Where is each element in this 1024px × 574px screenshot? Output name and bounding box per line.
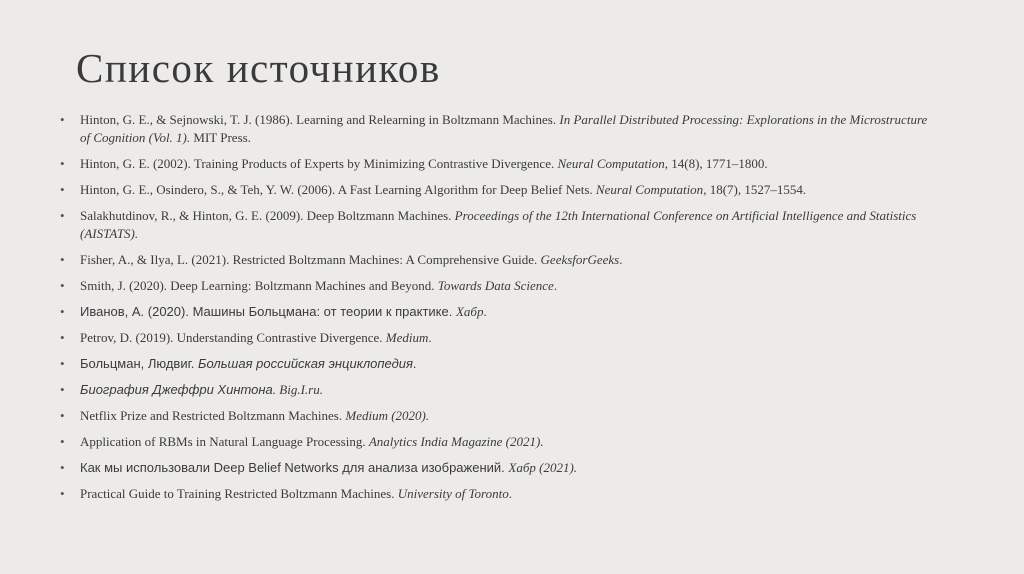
- bullet-icon: •: [60, 278, 65, 293]
- ref-plain: Hinton, G. E., & Sejnowski, T. J. (1986). Learning and Relearning in Boltzmann Machines.: [80, 112, 560, 127]
- ref-tail: .: [428, 330, 432, 345]
- list-item: [60, 155, 940, 173]
- bullet-icon: •: [60, 356, 65, 371]
- bullet-icon: •: [60, 382, 65, 397]
- list-item: [60, 251, 940, 269]
- ref-italic: Хабр: [455, 304, 484, 319]
- ref-plain: Больцман, Людвиг.: [80, 356, 198, 371]
- bullet-icon: •: [60, 156, 65, 171]
- list-item: [60, 303, 940, 321]
- bullet-icon: •: [60, 304, 65, 319]
- ref-tail: .: [483, 304, 487, 319]
- ref-italic: Proceedings of the 12th International Conference on Artificial Intelligence and Statistics (AISTATS).: [80, 208, 917, 241]
- ref-plain: Иванов, А. (2020). Машины Больцмана: от теории к практике.: [80, 304, 456, 319]
- ref-tail: .: [508, 486, 512, 501]
- ref-tail: , 14(8), 1771–1800.: [664, 156, 768, 171]
- bullet-icon: •: [60, 182, 65, 197]
- list-item: [60, 459, 940, 477]
- ref-tail: .: [413, 356, 417, 371]
- ref-italic: Большая российская энциклопедия: [197, 356, 413, 371]
- ref-italic: Хабр (2021).: [508, 460, 578, 475]
- ref-plain: Petrov, D. (2019). Understanding Contrastive Divergence.: [80, 330, 386, 345]
- ref-plain: Netflix Prize and Restricted Boltzmann Machines.: [80, 408, 346, 423]
- bullet-icon: •: [60, 486, 65, 501]
- list-item: [60, 407, 940, 425]
- ref-plain: Application of RBMs in Natural Language Processing.: [80, 434, 369, 449]
- ref-tail: , 18(7), 1527–1554.: [703, 182, 807, 197]
- list-item: [60, 181, 940, 199]
- ref-tail: .: [619, 252, 623, 267]
- list-item: [60, 277, 940, 295]
- ref-italic: Towards Data Science: [437, 278, 554, 293]
- list-item: [60, 329, 940, 347]
- list-item: [60, 433, 940, 451]
- ref-italic: University of Toronto: [397, 486, 509, 501]
- ref-italic: Neural Computation: [557, 156, 665, 171]
- ref-italic: Medium: [385, 330, 429, 345]
- ref-tail: MIT Press.: [190, 130, 251, 145]
- ref-italic: In Parallel Distributed Processing: Explorations in the Microstructure of Cognition (Vol. 1).: [80, 112, 928, 145]
- ref-plain: Smith, J. (2020). Deep Learning: Boltzmann Machines and Beyond.: [80, 278, 438, 293]
- bullet-icon: •: [60, 252, 65, 267]
- bullet-icon: •: [60, 208, 65, 223]
- ref-italic: GeeksforGeeks: [540, 252, 620, 267]
- bullet-icon: •: [60, 434, 65, 449]
- list-item: [60, 485, 940, 503]
- ref-italic: Medium (2020).: [345, 408, 430, 423]
- ref-plain: Practical Guide to Training Restricted Boltzmann Machines.: [80, 486, 398, 501]
- bullet-icon: •: [60, 330, 65, 345]
- ref-plain: Hinton, G. E. (2002). Training Products of Experts by Minimizing Contrastive Divergence.: [80, 156, 558, 171]
- ref-plain: Hinton, G. E., Osindero, S., & Teh, Y. W. (2006). A Fast Learning Algorithm for Deep Belief Nets.: [80, 182, 596, 197]
- page-title: Список источников: [76, 45, 441, 91]
- ref-italic: Биография Джеффри Хинтона: [80, 382, 273, 397]
- list-item: [60, 207, 940, 243]
- list-item: [60, 111, 940, 147]
- list-item: [60, 381, 940, 399]
- ref-italic: Analytics India Magazine (2021).: [368, 434, 544, 449]
- ref-tail: .: [553, 278, 558, 293]
- bullet-icon: •: [60, 112, 65, 127]
- bullet-icon: •: [60, 460, 65, 475]
- list-item: [60, 355, 940, 373]
- ref-italic: Neural Computation: [595, 182, 704, 197]
- ref-plain: Salakhutdinov, R., & Hinton, G. E. (2009). Deep Boltzmann Machines.: [80, 208, 455, 223]
- reference-list: [60, 111, 940, 511]
- bullet-icon: •: [60, 408, 65, 423]
- ref-plain: Как мы использовали Deep Belief Networks для анализа изображений.: [80, 460, 509, 475]
- ref-tail: . Big.I.ru.: [272, 382, 323, 397]
- ref-plain: Fisher, A., & Ilya, L. (2021). Restricted Boltzmann Machines: A Comprehensive Guide.: [80, 252, 541, 267]
